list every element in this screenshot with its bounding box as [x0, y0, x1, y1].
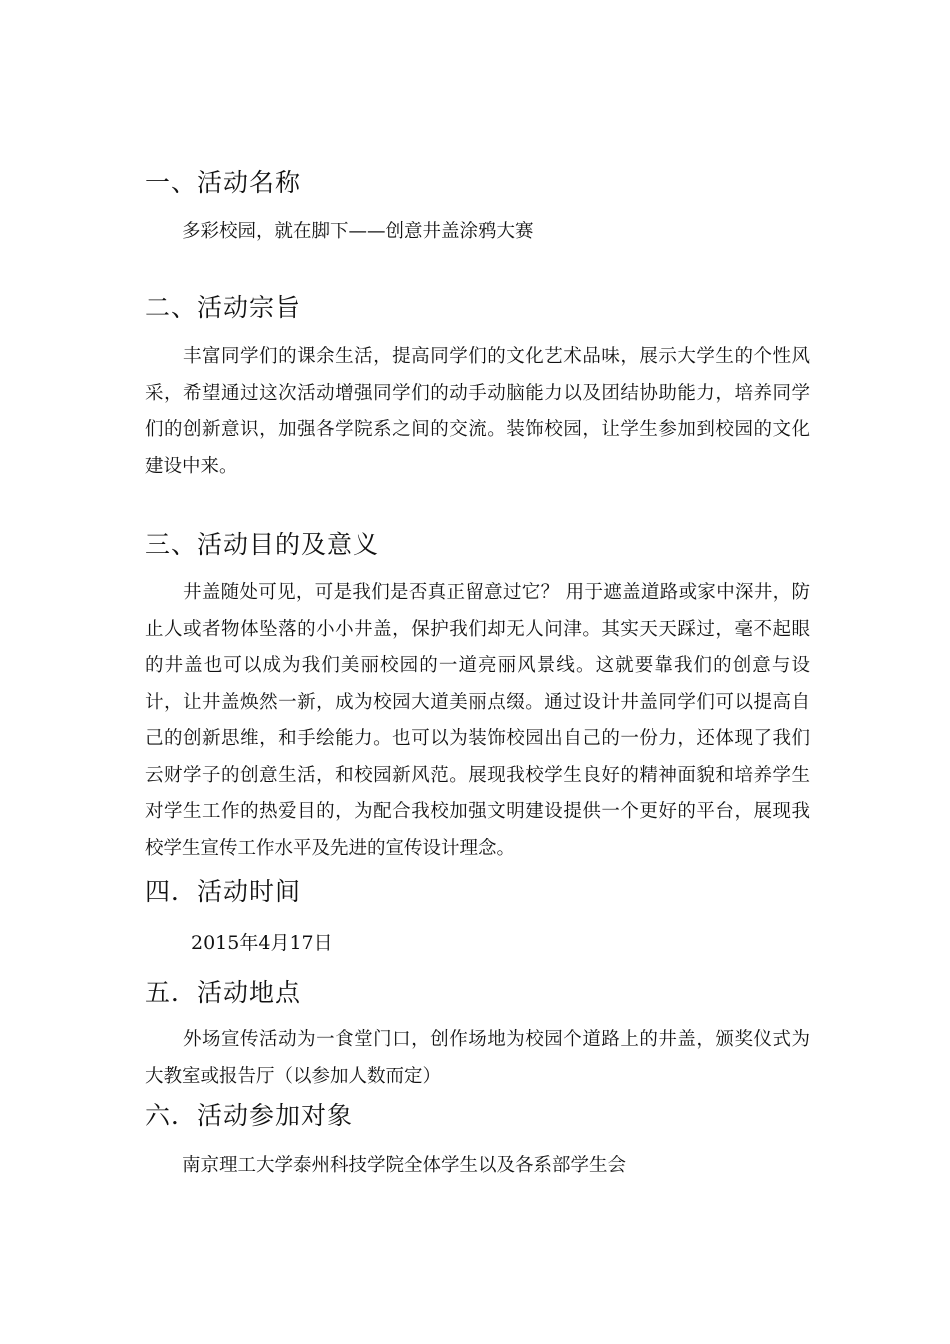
- activity-name-text: 多彩校园，就在脚下——创意井盖涂鸦大赛: [182, 221, 534, 242]
- location-paragraph: 外场宣传活动为一食堂门口，创作场地为校园个道路上的井盖，颁奖仪式为大教室或报告厅（以参加人数而定）: [145, 1029, 810, 1087]
- activity-date-text: 2015年4月17日: [191, 932, 333, 954]
- participants-text: 南京理工大学泰州科技学院全体学生以及各系部学生会: [182, 1155, 627, 1176]
- goals-paragraph: 井盖随处可见，可是我们是否真正留意过它？ 用于遮盖道路或家中深井，防止人或者物体坠落的小小井盖，保护我们却无人问津。其实天天踩过，毫不起眼的井盖也可以成为我们美丽校园的一道亮丽风景线。这就要靠我们的创意与设计，让井盖焕然一新，成为校园大道美丽点缀。通过设计井盖同学们可以提高自己的创新思维，和手绘能力。也可以为装饰校园出自己的一份力，还体现了我们云财学子的创意生活，和校园新风范。展现我校学生良好的精神面貌和培养学生对学生工作的热爱目的，为配合我校加强文明建设提供一个更好的平台，展现我校学生宣传工作水平及先进的宣传设计理念。: [145, 582, 810, 859]
- section-heading-purpose: 二、活动宗旨: [145, 293, 302, 322]
- section-heading-activity-name: 一、活动名称: [145, 168, 302, 197]
- section-heading-location: 五．活动地点: [145, 978, 302, 1007]
- section-heading-time: 四．活动时间: [145, 877, 302, 906]
- section-heading-participants: 六．活动参加对象: [145, 1101, 354, 1130]
- purpose-paragraph: 丰富同学们的课余生活，提高同学们的文化艺术品味，展示大学生的个性风采，希望通过这次活动增强同学们的动手动脑能力以及团结协助能力，培养同学们的创新意识，加强各学院系之间的交流。装饰校园，让学生参加到校园的文化建设中来。: [145, 346, 810, 477]
- section-heading-goals: 三、活动目的及意义: [145, 530, 380, 559]
